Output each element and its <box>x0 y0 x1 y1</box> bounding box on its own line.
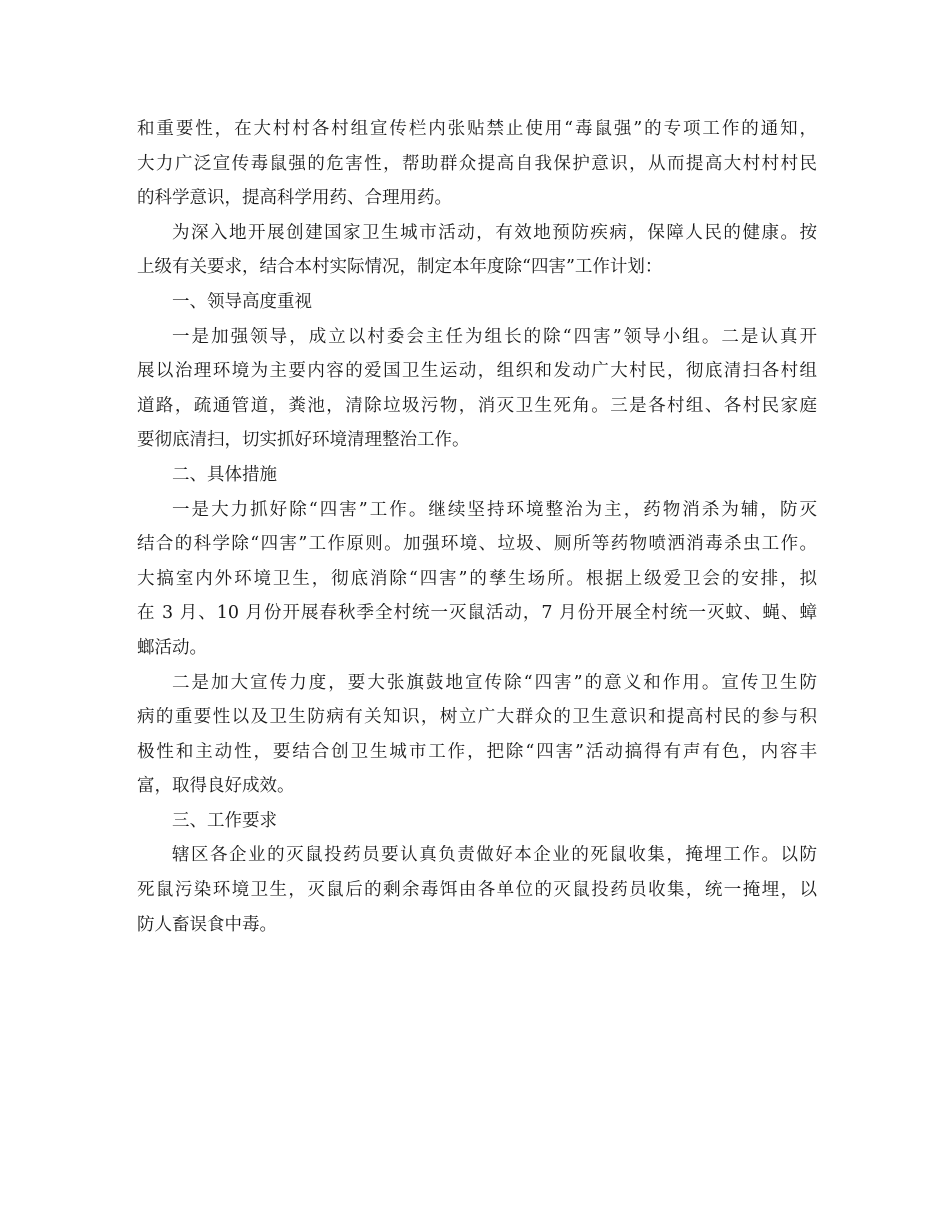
text-line: 三、工作要求 <box>172 810 277 831</box>
text-line: 辖区各企业的灭鼠投药员要认真负责做好本企业的死鼠收集，掩埋工作。以防 <box>172 845 817 866</box>
text-line: 防人畜误食中毒。 <box>137 914 277 935</box>
text-line: 大搞室内外环境卫生，彻底消除“四害”的孳生场所。根据上级爱卫会的安排，拟 <box>137 568 817 589</box>
text-line: 结合的科学除“四害”工作原则。加强环境、垃圾、厕所等药物喷洒消毒杀虫工作。 <box>137 534 817 555</box>
text-line: 极性和主动性，要结合创卫生城市工作，把除“四害”活动搞得有声有色，内容丰 <box>137 741 817 762</box>
text-line: 二、具体措施 <box>172 464 277 485</box>
text-line: 螂活动。 <box>137 637 207 658</box>
text-line: 的科学意识，提高科学用药、合理用药。 <box>137 188 452 209</box>
text-line: 要彻底清扫，切实抓好环境清理整治工作。 <box>137 430 470 451</box>
text-line: 二是加大宣传力度，要大张旗鼓地宣传除“四害”的意义和作用。宣传卫生防 <box>172 672 817 693</box>
text-line: 一是加强领导，成立以村委会主任为组长的除“四害”领导小组。二是认真开 <box>172 326 817 347</box>
document-body <box>137 112 817 942</box>
text-line: 一是大力抓好除“四害”工作。继续坚持环境整治为主，药物消杀为辅，防灭 <box>172 499 817 520</box>
text-line: 一、领导高度重视 <box>172 291 312 312</box>
text-line: 大力广泛宣传毒鼠强的危害性，帮助群众提高自我保护意识，从而提高大村村村民 <box>137 153 817 174</box>
text-line: 为深入地开展创建国家卫生城市活动，有效地预防疾病，保障人民的健康。按 <box>172 222 817 243</box>
text-line: 富，取得良好成效。 <box>137 776 295 797</box>
text-line: 病的重要性以及卫生防病有关知识，树立广大群众的卫生意识和提高村民的参与积 <box>137 707 817 728</box>
text-line: 展以治理环境为主要内容的爱国卫生运动，组织和发动广大村民，彻底清扫各村组 <box>137 361 817 382</box>
text-line: 死鼠污染环境卫生，灭鼠后的剩余毒饵由各单位的灭鼠投药员收集，统一掩埋，以 <box>137 880 817 901</box>
text-line: 在 3 月、10 月份开展春秋季全村统一灭鼠活动，7 月份开展全村统一灭蚊、蝇、蟑 <box>137 603 817 624</box>
text-line: 道路，疏通管道，粪池，清除垃圾污物，消灭卫生死角。三是各村组、各村民家庭 <box>137 395 817 416</box>
text-line: 和重要性，在大村村各村组宣传栏内张贴禁止使用“毒鼠强”的专项工作的通知， <box>137 119 817 139</box>
text-line: 上级有关要求，结合本村实际情况，制定本年度除“四害”工作计划： <box>137 257 663 278</box>
